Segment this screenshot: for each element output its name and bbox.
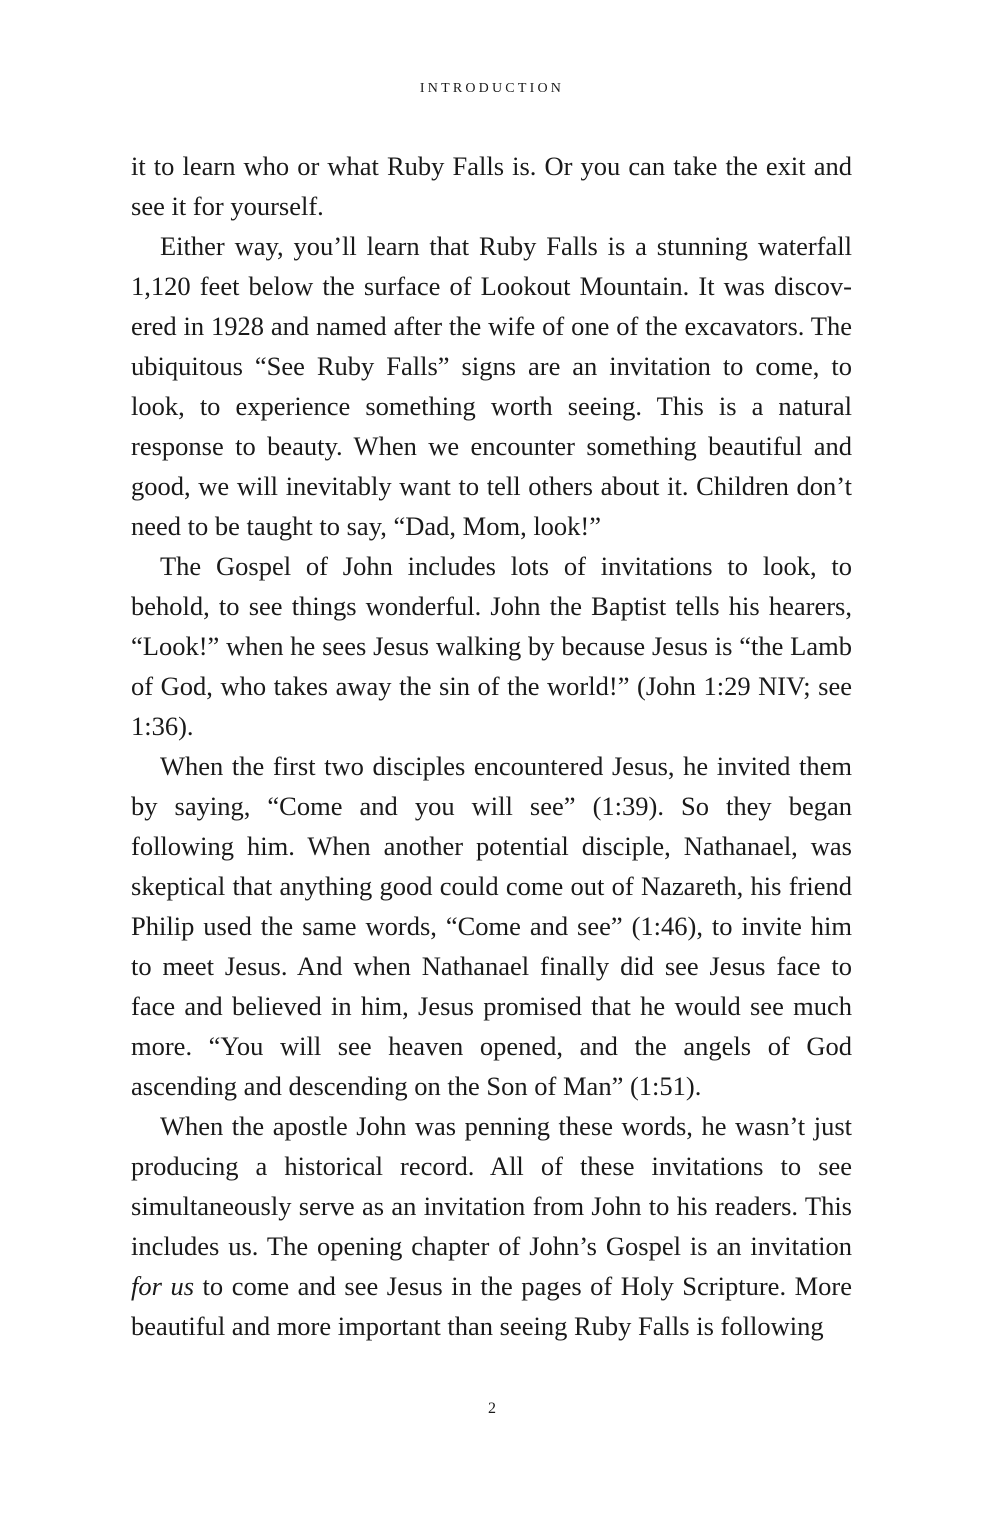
paragraph-5-text-start: When the apostle John was penning these words, he wasn’t just producing a historical record. All of these invitations to see simultaneously serve as an invitation from John to his readers. This includes us. The opening chapter of John’s Gospel is an invitation [131, 1111, 852, 1261]
running-head: INTRODUCTION [419, 81, 565, 96]
paragraph-5-text-end: to come and see Jesus in the pages of Holy Scripture. More beautiful and more important than seeing Ruby Falls is following [131, 1271, 852, 1341]
body-text [131, 146, 852, 1346]
page-number: 2 [488, 1400, 496, 1417]
paragraph-2: Either way, you’ll learn that Ruby Falls is a stunning waterfall 1,120 feet below the surface of Lookout Mountain. It was discovered in 1928 and named after the wife of one of the excavators. The ubiquitous “See Ruby Falls” signs are an invitation to come, to look, to experience something worth seeing. This is a natural response to beauty. When we encounter something beautiful and good, we will inevitably want to tell others about it. Children don’t need to be taught to say, “Dad, Mom, look!” [131, 231, 852, 541]
paragraph-1: it to learn who or what Ruby Falls is. Or you can take the exit and see it for yourself. [131, 151, 852, 221]
paragraph-4: When the first two disciples encountered Jesus, he invited them by saying, “Come and you will see” (1:39). So they began following him. When another potential disciple, Nathanael, was skeptical that anything good could come out of Nazareth, his friend Philip used the same words, “Come and see” (1:46), to invite him to meet Jesus. And when Nathanael finally did see Jesus face to face and believed in him, Jesus promised that he would see much more. “You will see heaven opened, and the angels of God ascending and descending on the Son of Man” (1:51). [131, 751, 852, 1101]
paragraph-3: The Gospel of John includes lots of invitations to look, to behold, to see things wonderful. John the Baptist tells his hearers, “Look!” when he sees Jesus walking by because Jesus is “the Lamb of God, who takes away the sin of the world!” (John 1:29 NIV; see 1:36). [131, 551, 852, 741]
paragraph-5 [131, 1106, 852, 1346]
paragraph-5-emphasis: for us [131, 1271, 195, 1301]
